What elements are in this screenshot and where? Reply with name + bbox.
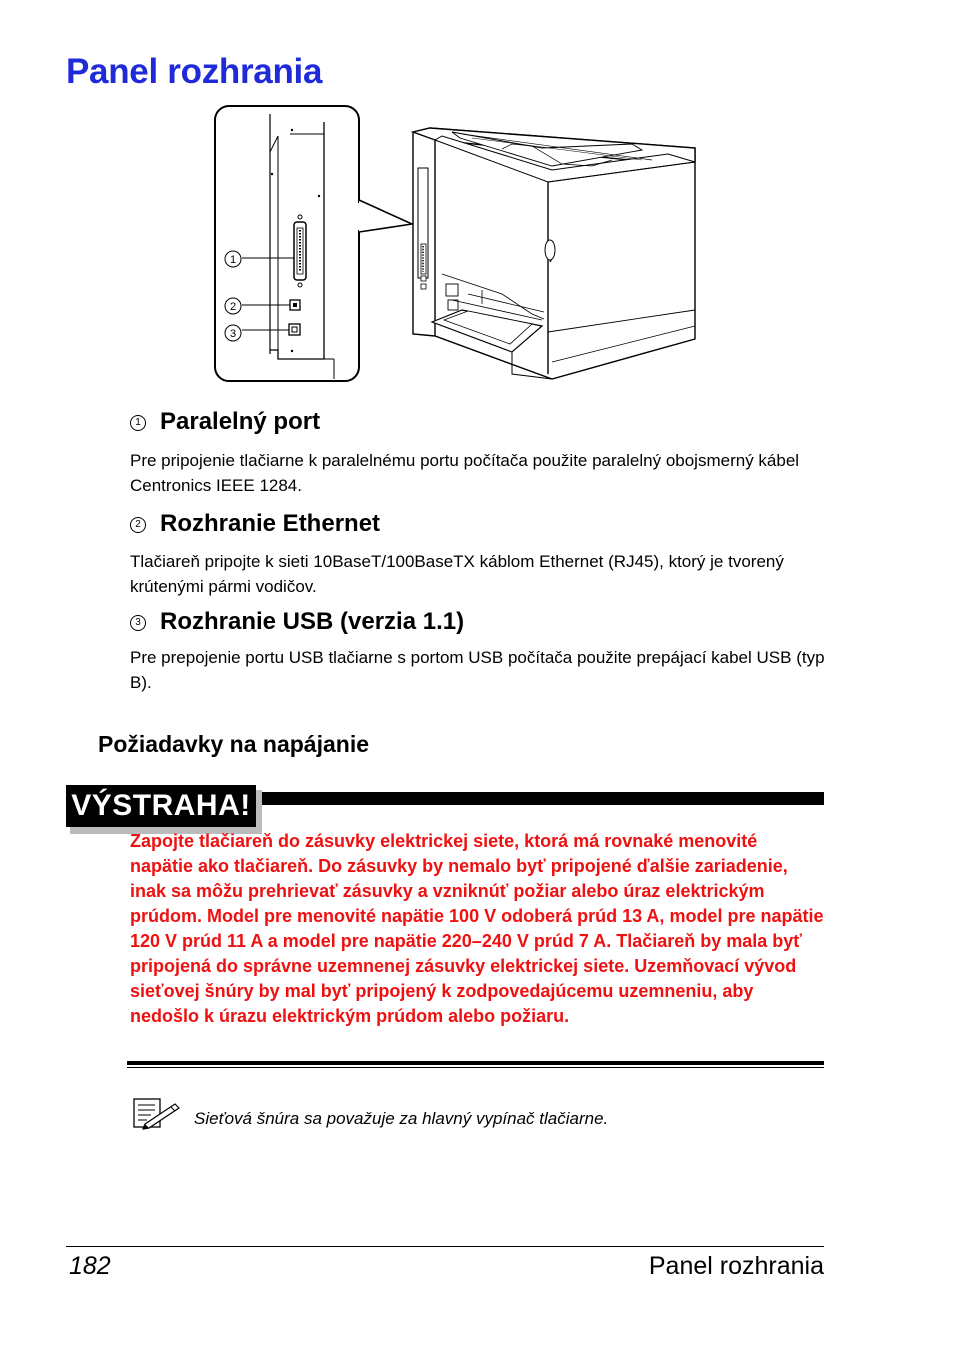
callout-3 bbox=[225, 325, 241, 341]
section-heading-ethernet bbox=[130, 510, 380, 538]
section-body-usb: Pre prepojenie portu USB tlačiarne s portom USB počítača použite prepájací kabel USB (typ B). bbox=[130, 648, 825, 692]
callout-number-2: 2 bbox=[130, 517, 146, 533]
printer-drawing bbox=[413, 128, 695, 379]
callout-number-1: 1 bbox=[130, 415, 146, 431]
note-pencil-icon bbox=[133, 1096, 181, 1130]
section-heading-usb bbox=[130, 608, 464, 636]
callout-2 bbox=[225, 298, 241, 314]
warning-end-rule-thin bbox=[127, 1067, 824, 1068]
warning-label: VÝSTRAHA! bbox=[66, 785, 256, 827]
warning-text: Zapojte tlačiareň do zásuvky elektrickej siete, ktorá má rovnaké menovité napätie ako tlačiareň. Do zásuvky by nemalo byť pripojené ďalšie zariadenie, inak sa môžu prehrievať zásuvky a vzniknúť požiar alebo úraz elektrickým prúdom. Model pre menovité napätie 100 V odoberá prúd 13 A, model pre napätie 120 V prúd 11 A a model pre napätie 220–240 V prúd 7 A. Tlačiareň by mala byť pripojená do správne uzemnenej zásuvky elektrickej siete. Uzemňovací vývod sieťovej šnúry by mal byť pripojený k zodpovedajúcemu uzemneniu, aby nedošlo k úrazu elektrickým prúdom alebo požiaru. bbox=[130, 831, 824, 1026]
section-heading-text: Rozhranie Ethernet bbox=[160, 510, 381, 537]
power-requirements-heading: Požiadavky na napájanie bbox=[98, 731, 370, 757]
callout-number-3: 3 bbox=[130, 615, 146, 631]
section-body-parallel-port: Pre pripojenie tlačiarne k paralelnému portu počítača použite paralelný obojsmerný kábel Centronics IEEE 1284. bbox=[130, 451, 800, 495]
printer-interface-illustration bbox=[212, 104, 702, 386]
section-heading-text: Rozhranie USB (verzia 1.1) bbox=[160, 608, 465, 635]
section-body-ethernet: Tlačiareň pripojte k sieti 10BaseT/100BaseTX káblom Ethernet (RJ45), ktorý je tvorený krútenými pármi vodičov. bbox=[130, 552, 784, 596]
page-title: Panel rozhrania bbox=[66, 52, 323, 91]
footer-rule bbox=[66, 1246, 824, 1247]
section-heading-parallel-port bbox=[130, 408, 320, 436]
note-text: Sieťová šnúra sa považuje za hlavný vypínač tlačiarne. bbox=[194, 1109, 609, 1128]
warning-bar bbox=[252, 792, 824, 805]
svg-text:2: 2 bbox=[229, 301, 237, 313]
svg-text:1: 1 bbox=[229, 254, 237, 266]
section-heading-text: Paralelný port bbox=[160, 408, 321, 435]
page-number: 182 bbox=[69, 1252, 111, 1280]
warning-end-rule bbox=[127, 1061, 824, 1065]
footer-section-title: Panel rozhrania bbox=[648, 1252, 824, 1280]
svg-text:3: 3 bbox=[229, 328, 237, 340]
callout-1 bbox=[225, 251, 241, 267]
